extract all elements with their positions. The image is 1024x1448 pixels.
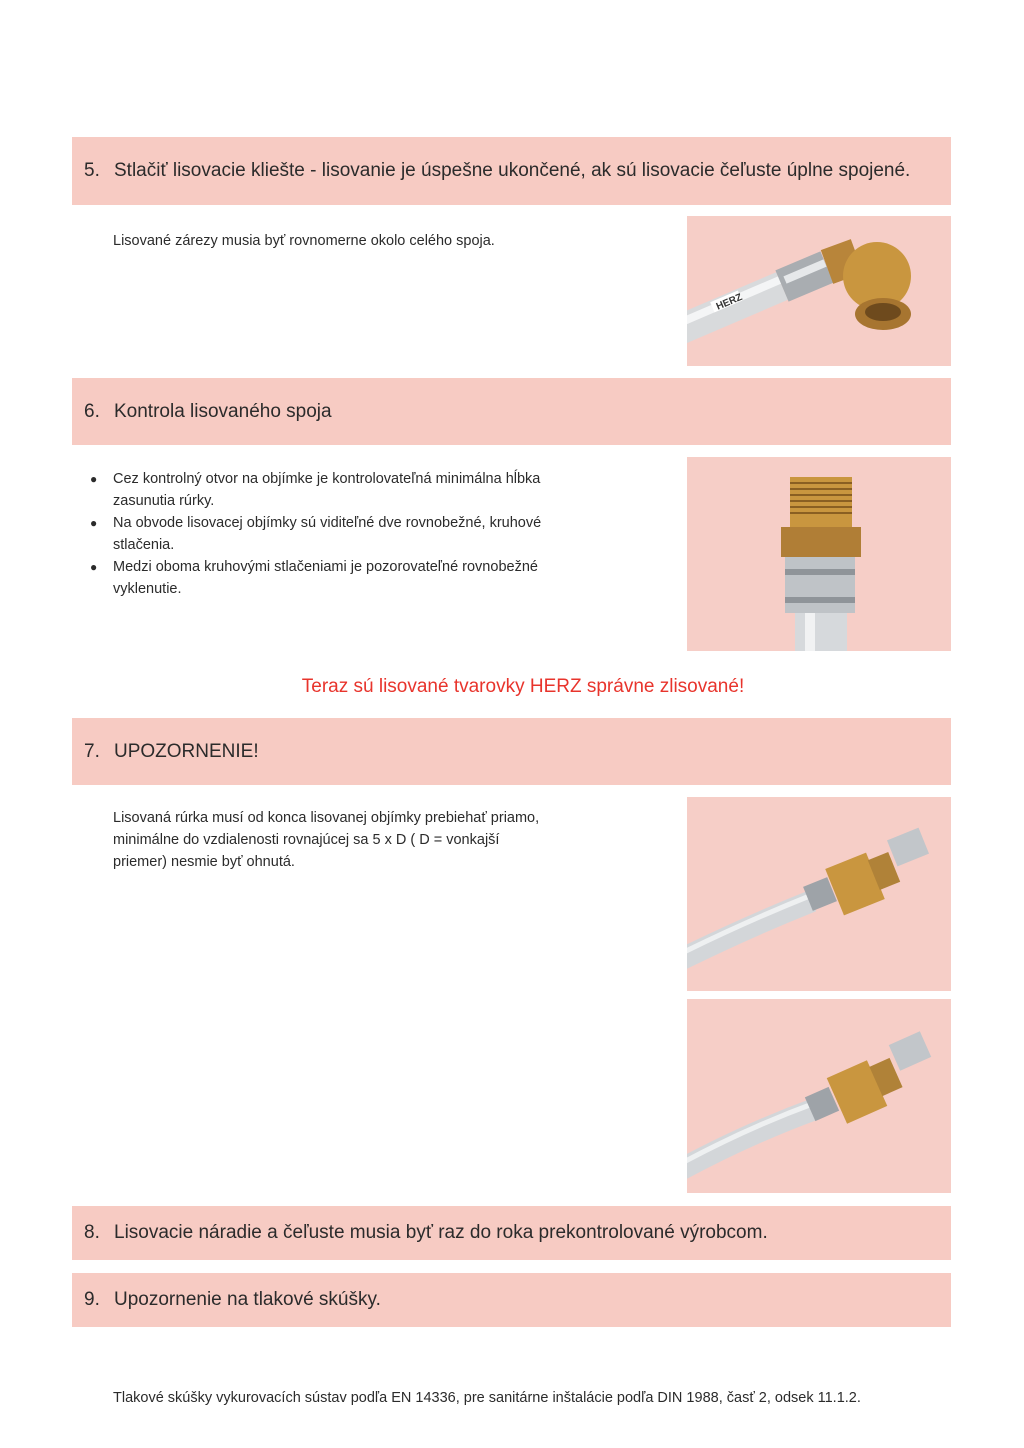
step-7-heading: UPOZORNENIE!: [114, 740, 259, 762]
press-sleeve-photo: [687, 457, 951, 651]
success-notice: Teraz sú lisované tvarovky HERZ správne zlisované!: [301, 676, 745, 697]
list-item: [86, 556, 556, 600]
step-9-number: 9.: [84, 1289, 100, 1310]
bullet-text: Na obvode lisovacej objímky sú viditeľné dve rovnobežné, kruhové stlačenia.: [113, 515, 542, 553]
step-6-number: 6.: [84, 400, 100, 422]
list-item: [86, 468, 556, 512]
step-9-text: Tlakové skúšky vykurovacích sústav podľa EN 14336, pre sanitárne inštalácie podľa DIN 1988, časť 2, odsek 11.1.2.: [113, 1390, 861, 1406]
bent-pipe-photo-2: [687, 999, 951, 1193]
step-7-number: 7.: [84, 740, 100, 762]
step-8-heading: Lisovacie náradie a čeľuste musia byť raz do roka prekontrolované výrobcom.: [114, 1222, 768, 1243]
elbow-fitting-photo: [687, 216, 951, 366]
step-6-bullet-list: [86, 468, 556, 600]
step-9-heading: Upozornenie na tlakové skúšky.: [114, 1289, 381, 1310]
step-6-heading: Kontrola lisovaného spoja: [114, 400, 332, 422]
step-9-heading-band: [72, 1273, 951, 1327]
bent-pipe-photo-1: [687, 797, 951, 991]
press-sleeve-illustration: [687, 457, 951, 651]
bullet-icon: ●: [90, 516, 98, 530]
step-8-heading-band: [72, 1206, 951, 1260]
step-5-heading: Stlačiť lisovacie kliešte - lisovanie je úspešne ukončené, ak sú lisovacie čeľuste úplne spojené.: [114, 160, 911, 181]
step-8-number: 8.: [84, 1222, 100, 1243]
herz-brand-label: HERZ: [714, 291, 745, 313]
step-7-heading-band: [72, 718, 951, 785]
bent-pipe-illustration-2: [687, 999, 951, 1193]
bullet-icon: ●: [90, 472, 98, 486]
bent-pipe-illustration-1: [687, 797, 951, 991]
bullet-text: Medzi oboma kruhovými stlačeniami je pozorovateľné rovnobežné vyklenutie.: [113, 559, 538, 597]
step-6-heading-band: [72, 378, 951, 445]
list-item: [86, 512, 556, 556]
bullet-icon: ●: [90, 560, 98, 574]
step-5-number: 5.: [84, 160, 100, 181]
elbow-fitting-illustration: [687, 216, 951, 366]
bullet-text: Cez kontrolný otvor na objímke je kontrolovateľná minimálna hĺbka zasunutia rúrky.: [113, 471, 541, 509]
step-7-text: Lisovaná rúrka musí od konca lisovanej objímky prebiehať priamo, minimálne do vzdialenosti rovnajúcej sa 5 x D ( D = vonkajší priemer) nesmie byť ohnutá.: [113, 810, 540, 870]
step-5-heading-band: [72, 137, 951, 205]
step-5-text: Lisované zárezy musia byť rovnomerne okolo celého spoja.: [113, 233, 495, 249]
